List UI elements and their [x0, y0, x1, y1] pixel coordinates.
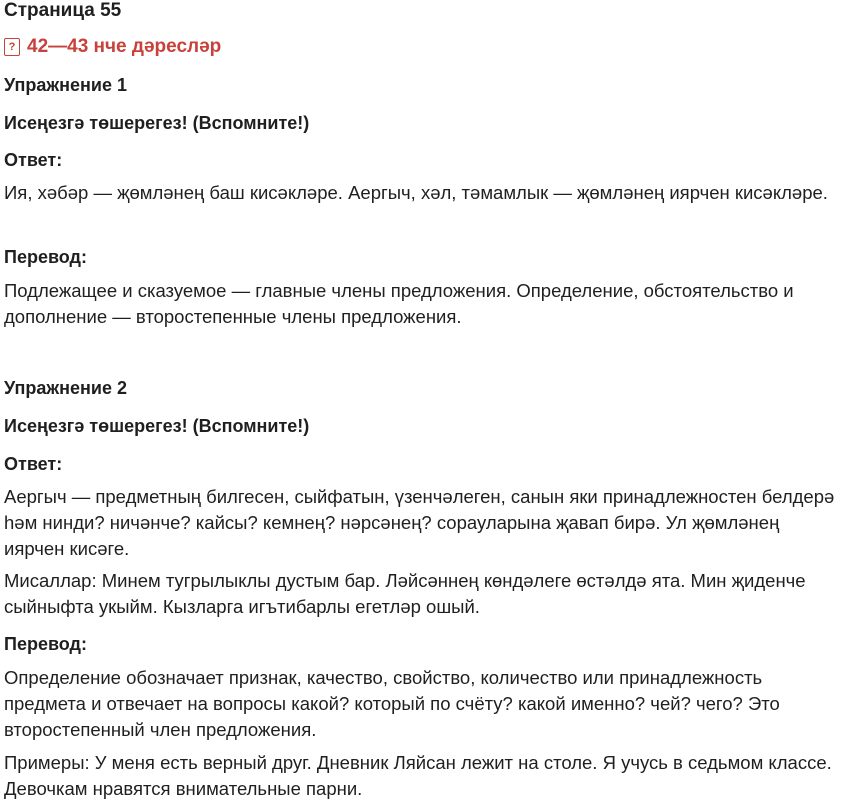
- lesson-link-label: 42—43 нче дәресләр: [27, 36, 222, 57]
- page-title: Страница 55: [4, 0, 122, 21]
- exercise-2-title: Упражнение 2: [4, 378, 127, 398]
- exercise-2-translation-text: Определение обозначает признак, качество, свойство, количество или принадлежность предмета и отвечает на вопросы какой? который по счёту? какой именно? чей? чего? Это второстепенный член предложения.: [4, 667, 780, 740]
- exercise-1-answer-label: Ответ:: [4, 150, 63, 170]
- exercise-1-title: Упражнение 1: [4, 75, 127, 95]
- exercise-1-task: Исеңезгә төшерегез! (Вспомните!): [4, 113, 310, 133]
- exercise-1-translation-text: Подлежащее и сказуемое — главные члены предложения. Определение, обстоятельство и дополнение — второстепенные члены предложения.: [4, 280, 794, 327]
- question-icon: ?: [4, 38, 20, 56]
- lesson-link[interactable]: [4, 36, 221, 58]
- exercise-2-translation-label: Перевод:: [4, 634, 87, 654]
- exercise-2-answer-label: Ответ:: [4, 454, 63, 474]
- exercise-2-translation-examples: Примеры: У меня есть верный друг. Дневник Ляйсан лежит на столе. Я учусь в седьмом классе. Девочкам нравятся внимательные парни.: [4, 752, 832, 799]
- exercise-1-translation-label: Перевод:: [4, 247, 87, 267]
- exercise-2-answer-text: Аергыч — предметның билгесен, сыйфатын, үзенчәлеген, санын яки принадлежностен белдерә һәм нинди? ничәнче? кайсы? кемнең? нәрсәнең? сорауларына җавап бирә. Ул җөмләнең иярчен кисәге.: [4, 486, 835, 559]
- exercise-1-answer-text: Ия, хәбәр — җөмләнең баш кисәкләре. Аергыч, хәл, тәмамлык — җөмләнең иярчен кисәкләре.: [4, 182, 828, 203]
- exercise-2-task: Исеңезгә төшерегез! (Вспомните!): [4, 416, 310, 436]
- exercise-2-examples-text: Мисаллар: Минем тугрылыклы дустым бар. Ләйсәннең көндәлеге өстәлдә ята. Мин җиденче сыйныфта укыйм. Кызларга игътибарлы егетләр ошый.: [4, 570, 806, 617]
